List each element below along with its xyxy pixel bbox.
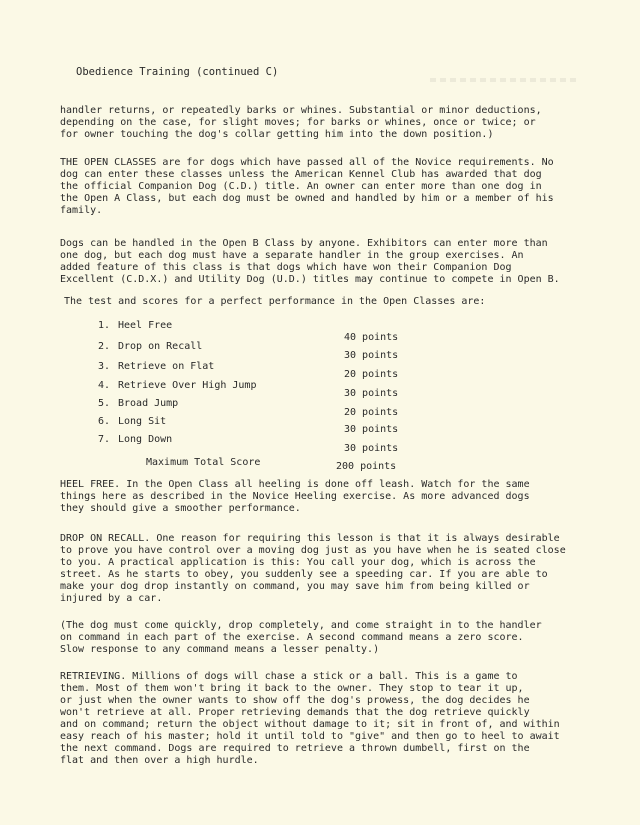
text-line: one dog, but each dog must have a separate handler in the group exercises. An <box>60 250 524 261</box>
text-line: THE OPEN CLASSES are for dogs which have passed all of the Novice requirements. No <box>60 157 554 168</box>
text-line: DROP ON RECALL. One reason for requiring this lesson is that it is always desirable <box>60 533 560 544</box>
score-table-intro: The test and scores for a perfect performance in the Open Classes are: <box>64 296 486 307</box>
text-line: won't retrieve at all. Proper retrieving demands that the dog retrieve quickly <box>60 707 530 718</box>
text-line: Dogs can be handled in the Open B Class by anyone. Exhibitors can enter more than <box>60 238 548 249</box>
total-points: 200 points <box>336 461 397 472</box>
bleed-through-mark <box>430 78 580 82</box>
text-line: the Open A Class, but each dog must be owned and handled by him or a member of his <box>60 193 554 204</box>
text-line: on command in each part of the exercise. A second command means a zero score. <box>60 632 524 643</box>
exercise-number: 6. <box>97 416 110 427</box>
text-line: to you. A practical application is this: You call your dog, which is across the <box>60 557 536 568</box>
text-line: Excellent (C.D.X.) and Utility Dog (U.D.) titles may continue to compete in Open B. <box>60 274 560 285</box>
text-line: flat and then over a high hurdle. <box>60 755 259 766</box>
total-label: Maximum Total Score <box>146 457 261 468</box>
exercise-number: 5. <box>97 398 110 409</box>
paragraph-open-b <box>60 238 590 286</box>
exercise-name: Long Sit <box>118 416 167 427</box>
exercise-number: 4. <box>97 380 110 391</box>
text-line: easy reach of his master; hold it until told to "give" and then go to heel to await <box>60 731 560 742</box>
exercise-points: 30 points <box>344 350 399 361</box>
text-line: depending on the case, for slight moves; for barks or whines, once or twice; or <box>60 117 536 128</box>
exercise-points: 30 points <box>344 388 399 399</box>
text-line: Slow response to any command means a lesser penalty.) <box>60 644 380 655</box>
exercise-number: 2. <box>97 341 110 352</box>
text-line: things here as described in the Novice Heeling exercise. As more advanced dogs <box>60 491 530 502</box>
exercise-points: 40 points <box>344 332 399 343</box>
text-line: family. <box>60 205 103 216</box>
page-title: Obedience Training (continued C) <box>76 66 279 78</box>
text-line: or just when the owner wants to show off the dog's prowess, the dog decides he <box>60 695 530 706</box>
paragraph-drop-on-recall <box>60 533 590 605</box>
text-line: they should give a smoother performance. <box>60 503 301 514</box>
exercise-number: 1. <box>97 320 110 331</box>
exercise-points: 30 points <box>344 424 399 435</box>
exercise-name: Retrieve Over High Jump <box>118 380 257 391</box>
text-line: street. As he starts to obey, you suddenly see a speeding car. If you are able to <box>60 569 548 580</box>
exercise-name: Retrieve on Flat <box>118 361 215 372</box>
text-line: injured by a car. <box>60 593 163 604</box>
text-line: RETRIEVING. Millions of dogs will chase a stick or a ball. This is a game to <box>60 671 518 682</box>
text-line: handler returns, or repeatedly barks or whines. Substantial or minor deductions, <box>60 105 542 116</box>
exercise-name: Long Down <box>118 434 173 445</box>
exercise-name: Drop on Recall <box>118 341 203 352</box>
exercise-points: 20 points <box>344 369 399 380</box>
text-line: HEEL FREE. In the Open Class all heeling is done off leash. Watch for the same <box>60 479 530 490</box>
exercise-name: Broad Jump <box>118 398 179 409</box>
text-line: the next command. Dogs are required to retrieve a thrown dumbell, first on the <box>60 743 530 754</box>
exercise-number: 7. <box>97 434 110 445</box>
text-line: added feature of this class is that dogs which have won their Companion Dog <box>60 262 512 273</box>
exercise-name: Heel Free <box>118 320 173 331</box>
text-line: make your dog drop instantly on command, you may save him from being killed or <box>60 581 530 592</box>
text-line: to prove you have control over a moving dog just as you have when he is seated close <box>60 545 566 556</box>
paragraph-retrieving <box>60 671 590 767</box>
exercise-points: 30 points <box>344 443 399 454</box>
paragraph-scoring-note <box>60 620 590 656</box>
text-line: and on command; return the object without damage to it; sit in front of, and within <box>60 719 560 730</box>
exercise-number: 3. <box>97 361 110 372</box>
text-line: for owner touching the dog's collar getting him into the down position.) <box>60 129 494 140</box>
text-line: dog can enter these classes unless the American Kennel Club has awarded that dog <box>60 169 542 180</box>
text-line: (The dog must come quickly, drop completely, and come straight in to the handler <box>60 620 542 631</box>
paragraph-heel-free <box>60 479 590 515</box>
text-line: the official Companion Dog (C.D.) title. An owner can enter more than one dog in <box>60 181 542 192</box>
paragraph-continuation <box>60 105 590 141</box>
exercise-points: 20 points <box>344 407 399 418</box>
paragraph-open-classes <box>60 157 590 217</box>
text-line: them. Most of them won't bring it back to the owner. They stop to tear it up, <box>60 683 524 694</box>
